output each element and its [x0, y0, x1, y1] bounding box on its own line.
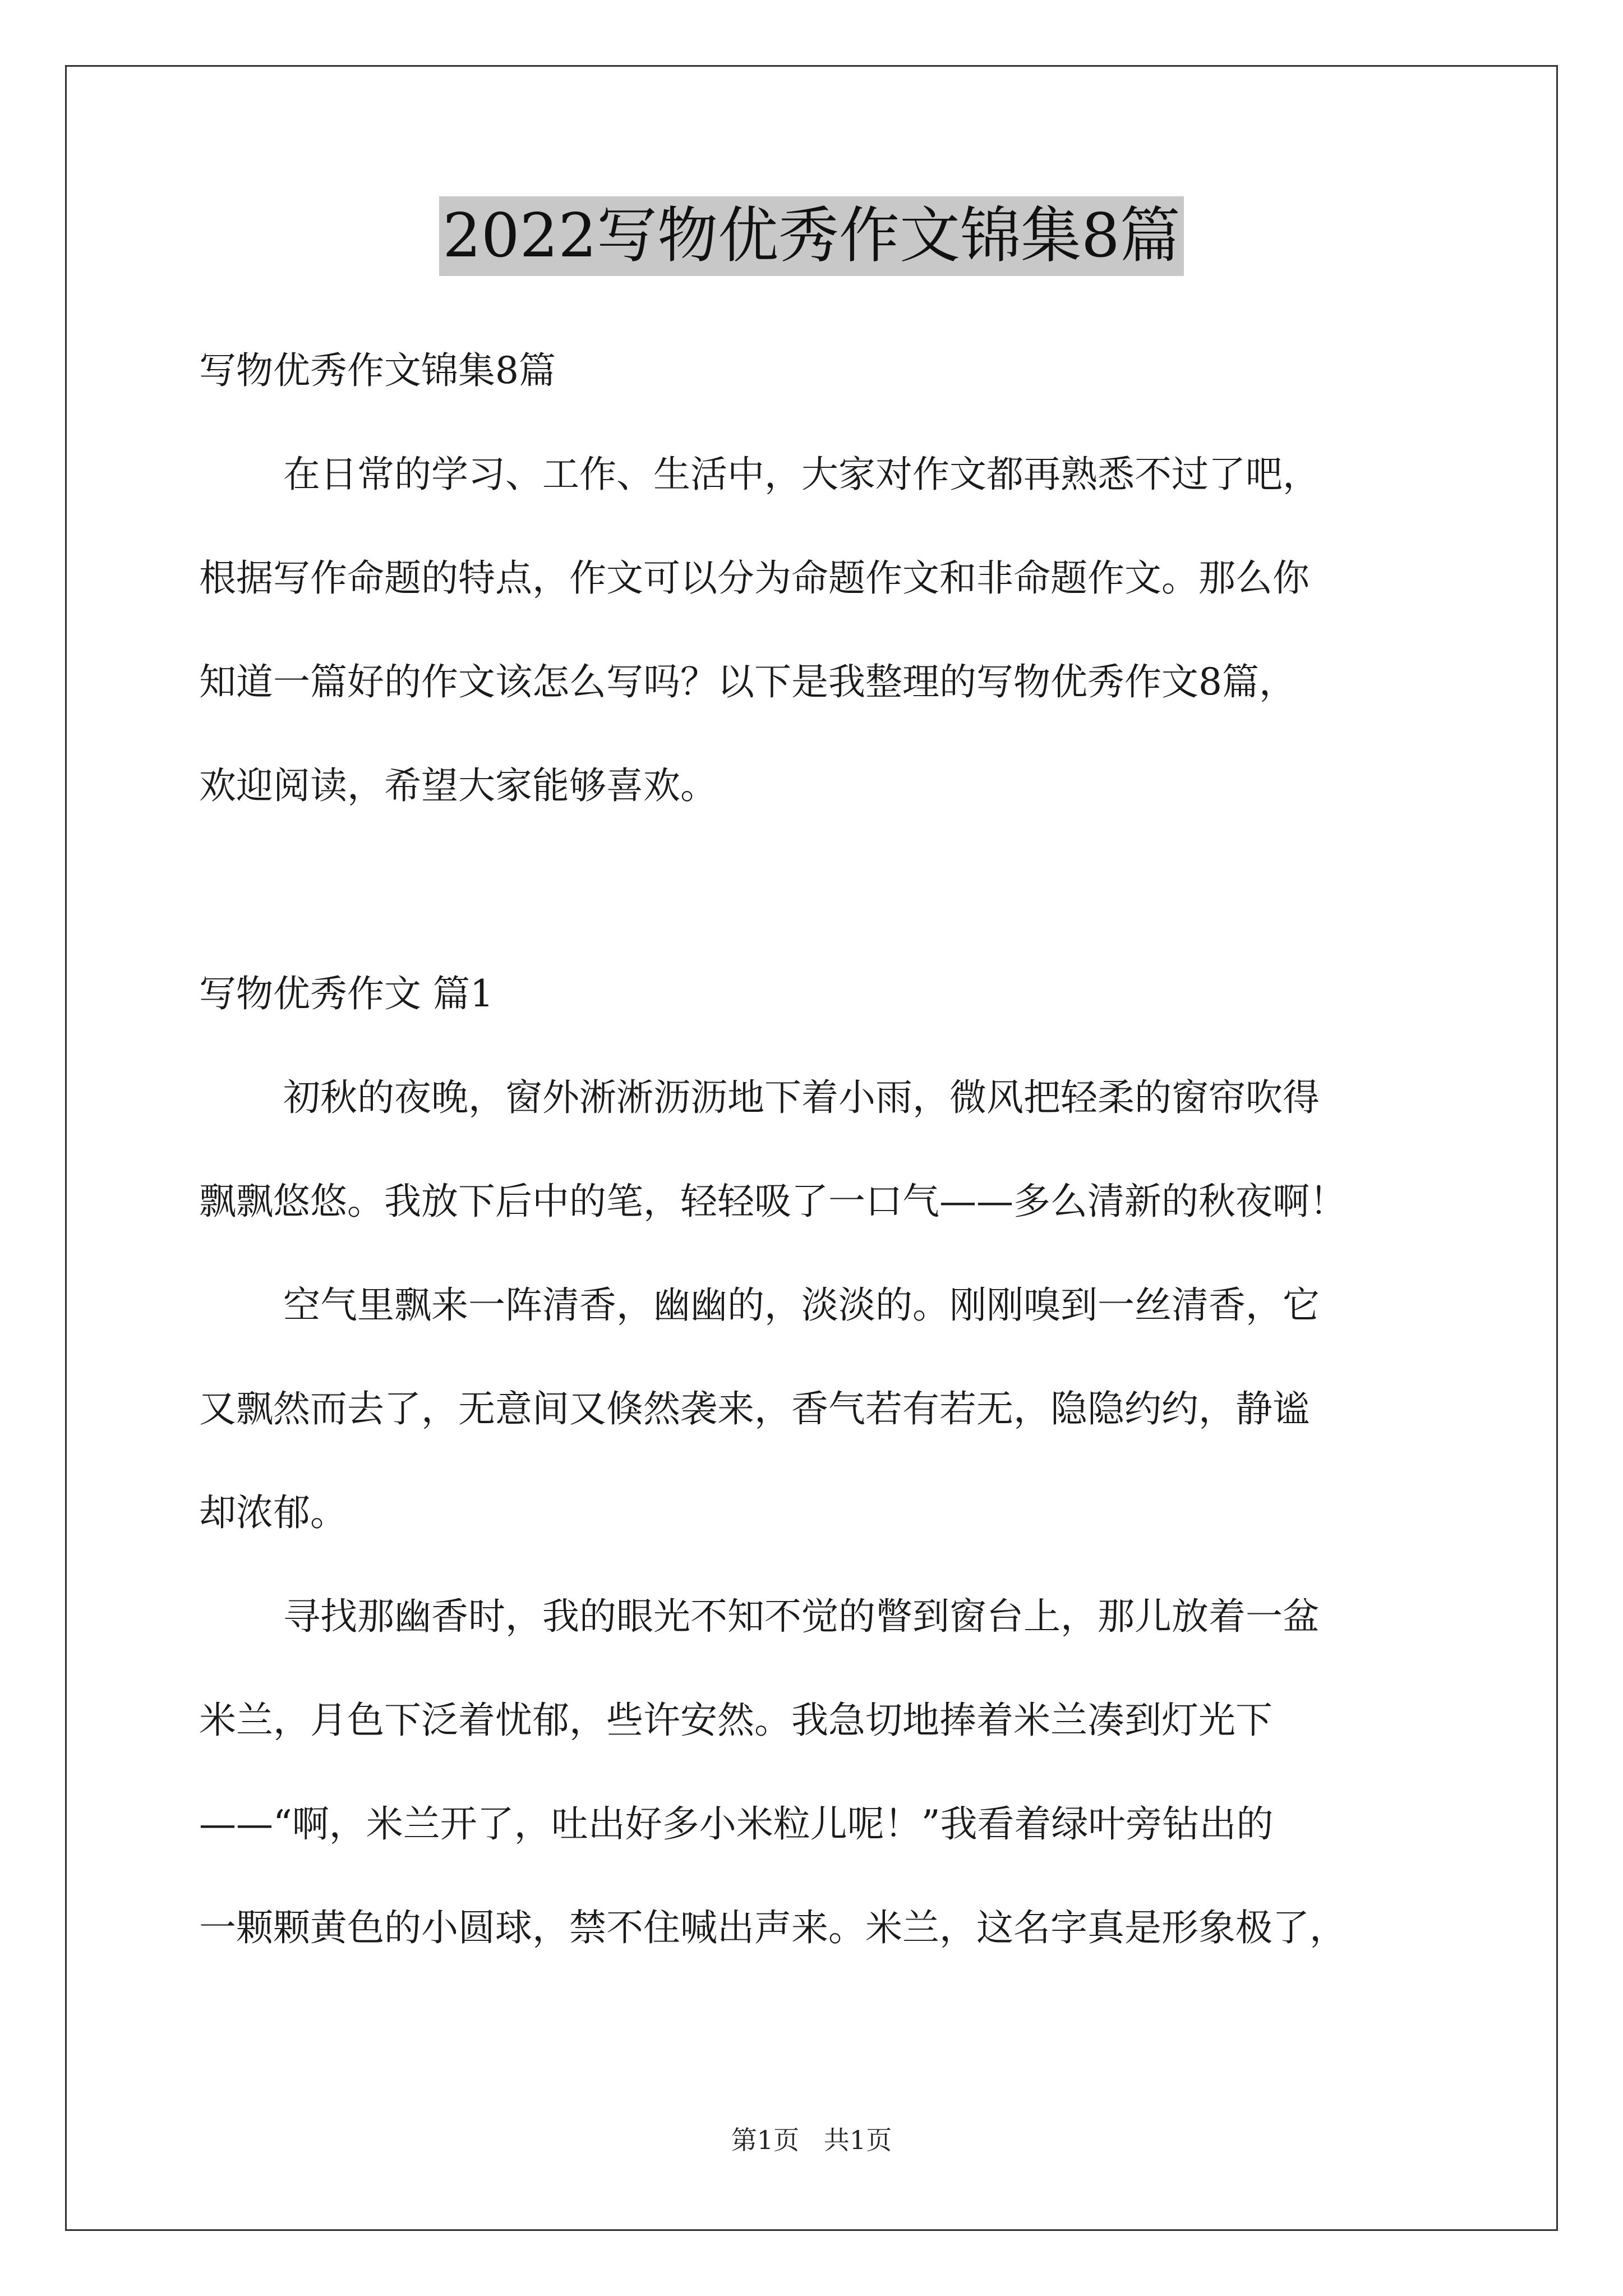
- paragraph-line: 一颗颗黄色的小圆球，禁不住喊出声来。米兰，这名字真是形象极了，: [199, 1906, 1347, 1949]
- paragraph-line: 初秋的夜晚，窗外淅淅沥沥地下着小雨，微风把轻柔的窗帘吹得: [283, 1076, 1320, 1119]
- intro-paragraph-line: 知道一篇好的作文该怎么写吗？以下是我整理的写物优秀作文8篇，: [199, 660, 1296, 703]
- intro-paragraph-line: 在日常的学习、工作、生活中，大家对作文都再熟悉不过了吧，: [283, 453, 1320, 496]
- document-title: 2022写物优秀作文锦集8篇: [439, 196, 1184, 276]
- intro-paragraph-line: 欢迎阅读，希望大家能够喜欢。: [199, 764, 717, 807]
- subtitle-line: 写物优秀作文锦集8篇: [199, 349, 556, 392]
- paragraph-line: 飘飘悠悠。我放下后中的笔，轻轻吸了一口气——多么清新的秋夜啊！: [199, 1180, 1347, 1223]
- page-footer: 第1页 共1页: [731, 2125, 892, 2155]
- paragraph-line: 却浓郁。: [199, 1491, 347, 1534]
- paragraph-line: 米兰，月色下泛着忧郁，些许安然。我急切地捧着米兰凑到灯光下: [199, 1699, 1272, 1742]
- paragraph-line: 又飘然而去了，无意间又倏然袭来，香气若有若无，隐隐约约，静谧: [199, 1387, 1310, 1430]
- paragraph-line: ——“啊，米兰开了，吐出好多小米粒儿呢！”我看着绿叶旁钻出的: [199, 1802, 1274, 1846]
- intro-paragraph-line: 根据写作命题的特点，作文可以分为命题作文和非命题作文。那么你: [199, 556, 1310, 600]
- paragraph-line: 寻找那幽香时，我的眼光不知不觉的瞥到窗台上，那儿放着一盆: [283, 1595, 1320, 1638]
- title-container: [0, 196, 1623, 276]
- paragraph-line: 空气里飘来一阵清香，幽幽的，淡淡的。刚刚嗅到一丝清香，它: [283, 1283, 1320, 1327]
- document-body: [199, 345, 1469, 2006]
- section-heading: 写物优秀作文 篇1: [199, 972, 494, 1015]
